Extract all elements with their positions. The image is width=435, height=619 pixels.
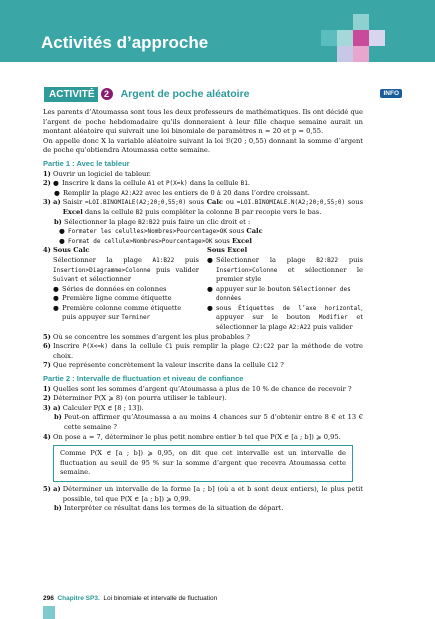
part1-q3b-bullet1: ● Formater les celulles>Nombres>Pourcentage>OK sous Calc xyxy=(59,227,263,236)
activity-heading xyxy=(44,86,250,102)
list-item: ● appuyer sur le bouton Sélectionner des données xyxy=(207,284,351,303)
q4-excel-column: Sous Excel ● Sélectionner la plage B2:B22 puis Insertion>Colonne et sélectionner le premier style ● appuyer sur le bouton Sélectionner des données ● sous Étiquettes de l’axe horizontal, appuyer sur le bouton Modifier et sélectionner la plage A2:A22 puis valider xyxy=(207,246,364,332)
part2-title: Partie 2 : Intervalle de fluctuation et niveau de confiance xyxy=(43,374,244,384)
page-footer xyxy=(43,595,217,602)
part1-q6: 6) Inscrire P(X<=k) dans la cellule C1 puis remplir la plage C2:C22 par la méthode de votre choix. xyxy=(43,342,363,360)
activity-number: 2 xyxy=(100,87,114,101)
bullet-icon: ● xyxy=(59,227,65,236)
part1-q2-bullet2: ● Remplir la plage A2:A22 avec les entiers de 0 à 20 dans l’ordre croissant. xyxy=(54,188,310,197)
part1-q3a: 3) a) Saisir =LOI.BINOMIALE(A2;20;0,55;0) sous Calc ou =LOI.BINOMIALE.N(A2;20;0,55;0) sous Excel dans la cellule B2 puis compléter la colonne B par recopie vers le bas. xyxy=(43,198,363,216)
part1-q3b-bullet2: ● Format de cellule>Nombres>Pourcentage>OK sous Excel xyxy=(59,236,252,245)
list-item: ● sous Étiquettes de l’axe horizontal, appuyer sur le bouton Modifier et sélectionner la plage A2:A22 puis valider xyxy=(207,303,364,332)
part2-q5b: b) Interpréter ce résultat dans les termes de la situation de départ. xyxy=(54,504,284,513)
info-badge: INFO xyxy=(380,89,402,98)
part1-q7: 7) Que représente concrètement la valeur inscrite dans la cellule C12 ? xyxy=(43,361,284,370)
activity-title: Argent de poche aléatoire xyxy=(120,88,250,100)
intro-paragraph-2: On appelle donc X la variable aléatoire suivant la loi ℬ(20 ; 0,55) donnant la somme d’argent de poche qu’obtiendra Atoumassa cette semaine. xyxy=(43,136,363,155)
part1-q2: 2) ● Inscrire k dans la cellule A1 et P(X=k) dans la cellule B1. xyxy=(43,179,251,188)
part1-title: Partie 1 : Avec le tableur xyxy=(43,158,130,168)
activity-content xyxy=(43,108,363,514)
part2-q4: 4) On pose a = 7, déterminer le plus petit nombre entier b tel que P(X ∈ [a ; b]) ⩾ 0,95. xyxy=(43,432,341,441)
part2-q5a: 5) a) Déterminer un intervalle de la forme [a ; b] (où a et b sont deux entiers), le plus petit possible, tel que P(X ∈ [a ; b]) ⩾ 0,99. xyxy=(43,484,363,503)
list-item: ● Première colonne comme étiquette xyxy=(53,303,182,312)
page-number: 296 xyxy=(43,595,54,602)
q4-calc-column: 4) Sous Calc Sélectionner la plage A1:B22 puis Insertion>Diagramme>Colonne puis valider Suivant et sélectionner ● Séries de données en colonnes ● Première ligne comme étiquette ● Première colonne comme étiquette puis appuyer sur Terminer xyxy=(43,246,199,322)
part1-q4 xyxy=(43,246,363,332)
decorative-squares xyxy=(321,14,383,62)
part2-q3b: b) Peut-on affirmer qu’Atoumassa a au moins 4 chances sur 5 d’obtenir entre 8 € et 13 € cette semaine ? xyxy=(54,413,363,431)
activity-badge: ACTIVITÉ xyxy=(44,87,98,102)
part2-q1: 1) Quelles sont les sommes d’argent qu’Atoumassa a plus de 10 % de chance de recevoir ? xyxy=(43,384,352,393)
footer-bar xyxy=(43,606,55,619)
chapter-label: Chapitre SP3. xyxy=(57,595,100,602)
part1-q5: 5) Où se concentre les sommes d’argent les plus probables ? xyxy=(43,332,250,341)
header-banner xyxy=(0,0,435,62)
bullet-icon: ● xyxy=(54,188,60,197)
bullet-icon: ● xyxy=(52,179,59,188)
definition-box: Comme P(X ∈ [a ; b]) ⩾ 0,95, on dit que cet intervalle est un intervalle de fluctuation au seuil de 95 % sur la somme d’argent que recevra Atoumassa cette semaine. xyxy=(53,445,353,482)
bullet-icon: ● xyxy=(59,236,65,245)
list-item: ● Séries de données en colonnes xyxy=(53,284,167,293)
list-item: ● Première ligne comme étiquette xyxy=(53,294,172,303)
list-item: ● Sélectionner la plage B2:B22 puis Insertion>Colonne et sélectionner le premier style xyxy=(207,255,363,284)
part2-q3a: 3) a) Calculer P(X ∈ [8 ; 13]). xyxy=(43,403,144,412)
part2-q2: 2) Déterminer P(X ⩾ 8) (on pourra utiliser le tableur). xyxy=(43,394,227,403)
part1-q3b: b) Sélectionner la plage B2:B22 puis faire un clic droit et : xyxy=(54,217,251,226)
page-title: Activités d’approche xyxy=(41,33,209,52)
part1-q1: 1) Ouvrir un logiciel de tableur. xyxy=(43,169,151,178)
intro-paragraph-1: Les parents d’Atoumassa sont tous les deux professeurs de mathématiques. Ils ont décidé que l’argent de poche hebdomadaire qu’ils donneraient à leur fille chaque semaine aurait un montant aléatoire qui suivrait une loi binomiale de paramètres n = 20 et p = 0,55. xyxy=(43,108,363,136)
chapter-title: Loi binomiale et intervalle de fluctuation xyxy=(103,595,218,602)
